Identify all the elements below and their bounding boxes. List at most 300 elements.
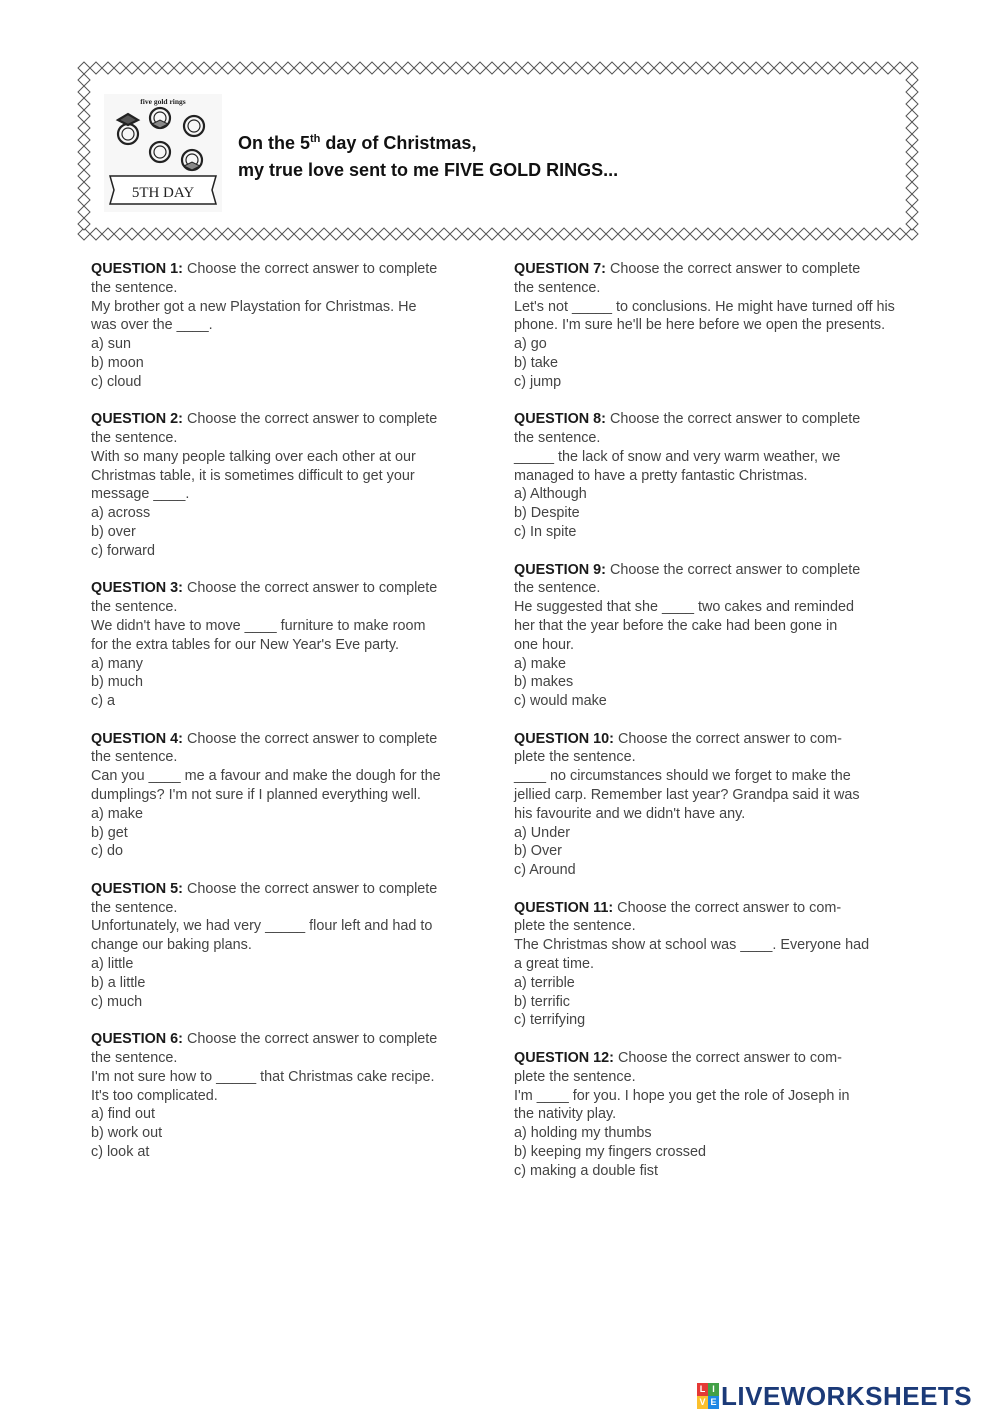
answer-option[interactable]: a) make xyxy=(514,655,566,672)
border-diamond xyxy=(366,228,378,240)
question-block xyxy=(514,899,914,1031)
border-diamond xyxy=(198,62,210,74)
question-text-line: Christmas table, it is sometimes difficult to get your xyxy=(91,467,415,484)
answer-option[interactable]: b) over xyxy=(91,524,136,541)
border-diamond xyxy=(378,228,390,240)
border-diamond xyxy=(222,228,234,240)
border-diamond xyxy=(258,228,270,240)
question-block xyxy=(514,730,914,880)
question-instruction: Choose the correct answer to com- xyxy=(613,1049,842,1066)
border-diamond xyxy=(906,62,918,74)
question-instruction: Choose the correct answer to complete xyxy=(182,580,438,597)
answer-option[interactable]: c) terrifying xyxy=(514,1012,586,1029)
border-diamond xyxy=(390,62,402,74)
question-text-line: plete the sentence. xyxy=(514,918,636,935)
question-text-line: was over the ____. xyxy=(91,317,213,334)
border-diamond xyxy=(774,228,786,240)
border-diamond xyxy=(78,218,90,230)
question-text-line: message ____. xyxy=(91,486,190,503)
border-diamond xyxy=(342,62,354,74)
answer-option[interactable]: b) moon xyxy=(91,354,144,371)
border-diamond xyxy=(294,228,306,240)
border-diamond xyxy=(882,228,894,240)
border-diamond xyxy=(462,228,474,240)
answer-option[interactable]: a) across xyxy=(91,505,151,522)
border-diamond xyxy=(906,122,918,134)
border-diamond xyxy=(78,110,90,122)
answer-option[interactable]: a) Under xyxy=(514,824,570,841)
border-diamond xyxy=(870,62,882,74)
question-text-line: the sentence. xyxy=(91,1049,178,1066)
border-diamond xyxy=(882,62,894,74)
border-diamond xyxy=(126,62,138,74)
border-diamond xyxy=(150,228,162,240)
border-diamond xyxy=(666,228,678,240)
border-diamond xyxy=(102,62,114,74)
illustration-day: 5TH DAY xyxy=(131,185,195,201)
border-diamond xyxy=(78,206,90,218)
question-text-line: My brother got a new Playstation for Christmas. He xyxy=(91,298,417,315)
border-diamond xyxy=(102,228,114,240)
question-text-line: He suggested that she ____ two cakes and reminded xyxy=(514,599,854,616)
border-diamond xyxy=(510,228,522,240)
border-diamond xyxy=(414,228,426,240)
answer-option[interactable]: a) Although xyxy=(514,486,587,503)
border-diamond xyxy=(906,218,918,230)
border-diamond xyxy=(906,182,918,194)
border-diamond xyxy=(522,228,534,240)
border-diamond xyxy=(618,62,630,74)
border-diamond xyxy=(906,98,918,110)
border-diamond xyxy=(834,62,846,74)
title-line-1: On the 5th day of Christmas, xyxy=(238,133,477,153)
border-diamond xyxy=(810,228,822,240)
border-diamond xyxy=(738,62,750,74)
question-label: QUESTION 3: xyxy=(91,580,183,597)
border-diamond xyxy=(450,62,462,74)
border-diamond xyxy=(210,228,222,240)
question-text-line: the sentence. xyxy=(91,749,178,766)
answer-option[interactable]: b) take xyxy=(514,354,558,371)
answer-option[interactable]: a) make xyxy=(91,805,143,822)
border-diamond xyxy=(438,228,450,240)
answer-option[interactable]: b) much xyxy=(91,674,143,691)
answer-option[interactable]: b) get xyxy=(91,824,128,841)
border-diamond xyxy=(78,122,90,134)
question-heading xyxy=(91,1030,491,1049)
border-diamond xyxy=(714,228,726,240)
question-block xyxy=(91,579,491,711)
answer-option[interactable]: c) jump xyxy=(514,373,562,390)
question-block xyxy=(91,880,491,1012)
question-heading xyxy=(91,880,491,899)
border-diamond xyxy=(90,228,102,240)
border-diamond xyxy=(186,62,198,74)
border-diamond xyxy=(726,228,738,240)
question-block xyxy=(91,260,491,392)
border-diamond xyxy=(798,228,810,240)
border-diamond xyxy=(474,228,486,240)
border-diamond xyxy=(630,228,642,240)
border-diamond xyxy=(630,62,642,74)
border-diamond xyxy=(846,62,858,74)
border-diamond xyxy=(702,62,714,74)
question-label: QUESTION 11: xyxy=(514,899,614,916)
border-diamond xyxy=(762,228,774,240)
border-diamond xyxy=(654,228,666,240)
answer-option[interactable]: c) look at xyxy=(91,1143,150,1160)
question-heading xyxy=(91,730,491,749)
border-diamond xyxy=(594,228,606,240)
answer-option[interactable]: a) little xyxy=(91,956,134,973)
border-diamond xyxy=(78,98,90,110)
border-diamond xyxy=(174,62,186,74)
border-diamond xyxy=(738,228,750,240)
border-diamond xyxy=(618,228,630,240)
question-heading xyxy=(91,410,491,429)
question-text-line: a great time. xyxy=(514,956,594,973)
question-text-line: ____ no circumstances should we forget to make the xyxy=(514,768,851,785)
border-diamond xyxy=(594,62,606,74)
question-text-line: plete the sentence. xyxy=(514,749,636,766)
border-diamond xyxy=(570,228,582,240)
border-diamond xyxy=(78,182,90,194)
border-diamond xyxy=(366,62,378,74)
answer-option[interactable]: c) much xyxy=(91,993,143,1010)
border-diamond xyxy=(78,146,90,158)
border-diamond xyxy=(114,62,126,74)
question-heading xyxy=(91,579,491,598)
question-text-line: the sentence. xyxy=(91,279,178,296)
border-diamond xyxy=(198,228,210,240)
border-diamond xyxy=(906,194,918,206)
question-text-line: change our baking plans. xyxy=(91,937,252,954)
border-diamond xyxy=(534,228,546,240)
border-diamond xyxy=(906,170,918,182)
border-diamond xyxy=(558,228,570,240)
question-text-line: jellied carp. Remember last year? Grandpa said it was xyxy=(514,786,860,803)
border-diamond xyxy=(810,62,822,74)
logo-mark-tile: I xyxy=(708,1383,719,1396)
border-diamond xyxy=(234,62,246,74)
question-heading xyxy=(514,899,914,918)
answer-option[interactable]: b) work out xyxy=(91,1125,163,1142)
border-diamond xyxy=(78,170,90,182)
border-diamond xyxy=(414,62,426,74)
border-diamond xyxy=(822,62,834,74)
answer-option[interactable]: a) sun xyxy=(91,336,131,353)
border-diamond xyxy=(390,228,402,240)
border-diamond xyxy=(546,62,558,74)
border-diamond xyxy=(702,228,714,240)
border-diamond xyxy=(210,62,222,74)
border-diamond xyxy=(378,62,390,74)
answer-option[interactable]: b) makes xyxy=(514,674,574,691)
question-text-line: dumplings? I'm not sure if I planned everything well. xyxy=(91,786,421,803)
border-diamond xyxy=(330,228,342,240)
question-block xyxy=(514,1049,914,1181)
border-diamond xyxy=(690,62,702,74)
border-diamond xyxy=(498,62,510,74)
page-title xyxy=(238,130,618,184)
border-diamond xyxy=(486,62,498,74)
five-gold-rings-illustration xyxy=(104,94,222,212)
border-diamond xyxy=(78,134,90,146)
logo-text: LIVEWORKSHEETS xyxy=(721,1380,973,1411)
border-diamond xyxy=(906,134,918,146)
answer-option[interactable]: a) holding my thumbs xyxy=(514,1125,652,1142)
answer-option[interactable]: b) Over xyxy=(514,843,562,860)
question-label: QUESTION 4: xyxy=(91,730,183,747)
border-diamond xyxy=(270,228,282,240)
answer-option[interactable]: c) Around xyxy=(514,862,576,879)
question-text-line: Can you ____ me a favour and make the dough for the xyxy=(91,768,441,785)
logo-mark-tile: V xyxy=(697,1396,708,1409)
answer-option[interactable]: a) find out xyxy=(91,1106,155,1123)
border-diamond xyxy=(162,228,174,240)
border-diamond xyxy=(822,228,834,240)
answer-option[interactable]: b) Despite xyxy=(514,505,580,522)
border-diamond xyxy=(726,62,738,74)
question-text-line: one hour. xyxy=(514,636,575,653)
border-diamond xyxy=(654,62,666,74)
border-diamond xyxy=(246,62,258,74)
border-diamond xyxy=(606,62,618,74)
question-heading xyxy=(91,260,491,279)
border-diamond xyxy=(582,228,594,240)
border-diamond xyxy=(906,110,918,122)
question-instruction: Choose the correct answer to complete xyxy=(182,1031,438,1048)
border-diamond xyxy=(282,228,294,240)
border-diamond xyxy=(750,228,762,240)
border-diamond xyxy=(90,62,102,74)
answer-option[interactable]: c) cloud xyxy=(91,373,142,390)
border-diamond xyxy=(402,62,414,74)
border-diamond xyxy=(462,62,474,74)
question-text-line: the sentence. xyxy=(514,279,601,296)
question-label: QUESTION 2: xyxy=(91,411,183,428)
border-diamond xyxy=(450,228,462,240)
border-diamond xyxy=(258,62,270,74)
border-diamond xyxy=(798,62,810,74)
border-diamond xyxy=(78,62,90,74)
answer-option[interactable]: c) In spite xyxy=(514,524,577,541)
border-diamond xyxy=(714,62,726,74)
question-label: QUESTION 1: xyxy=(91,261,183,277)
border-diamond xyxy=(678,228,690,240)
border-diamond xyxy=(162,62,174,74)
border-diamond xyxy=(318,62,330,74)
question-label: QUESTION 10: xyxy=(514,730,614,747)
border-diamond xyxy=(318,228,330,240)
border-diamond xyxy=(78,194,90,206)
border-diamond xyxy=(342,228,354,240)
border-diamond xyxy=(750,62,762,74)
question-text-line: plete the sentence. xyxy=(514,1068,636,1085)
border-diamond xyxy=(126,228,138,240)
border-diamond xyxy=(558,62,570,74)
border-diamond xyxy=(474,62,486,74)
border-diamond xyxy=(870,228,882,240)
answer-option[interactable]: b) a little xyxy=(91,974,146,991)
border-diamond xyxy=(690,228,702,240)
border-diamond xyxy=(78,158,90,170)
border-diamond xyxy=(786,62,798,74)
border-diamond xyxy=(582,62,594,74)
answer-option[interactable]: c) forward xyxy=(91,542,155,559)
question-text-line: the sentence. xyxy=(514,580,601,597)
border-diamond xyxy=(534,62,546,74)
border-diamond xyxy=(642,62,654,74)
border-diamond xyxy=(570,62,582,74)
question-text-line: I'm not sure how to _____ that Christmas cake recipe. xyxy=(91,1068,435,1085)
border-diamond xyxy=(282,62,294,74)
border-diamond xyxy=(246,228,258,240)
question-block xyxy=(91,1030,491,1162)
question-heading xyxy=(514,1049,914,1068)
question-instruction: Choose the correct answer to complete xyxy=(182,261,438,277)
logo-mark-tile: L xyxy=(697,1383,708,1396)
question-label: QUESTION 12: xyxy=(514,1049,614,1066)
answer-option[interactable]: b) terrific xyxy=(514,993,570,1010)
question-instruction: Choose the correct answer to complete xyxy=(605,561,861,578)
question-block xyxy=(514,561,914,711)
question-block xyxy=(91,730,491,862)
questions-left-column xyxy=(91,260,491,1180)
question-text-line: Let's not _____ to conclusions. He might have turned off his xyxy=(514,298,895,315)
question-text-line: his favourite and we didn't have any. xyxy=(514,805,746,822)
question-instruction: Choose the correct answer to complete xyxy=(182,880,438,897)
border-diamond xyxy=(606,228,618,240)
border-diamond xyxy=(174,228,186,240)
question-heading xyxy=(514,410,914,429)
border-diamond xyxy=(78,86,90,98)
answer-option[interactable]: c) making a double fist xyxy=(514,1162,658,1179)
question-label: QUESTION 5: xyxy=(91,880,183,897)
title-line-2: my true love sent to me FIVE GOLD RINGS... xyxy=(238,160,619,180)
border-diamond xyxy=(186,228,198,240)
answer-option[interactable]: c) would make xyxy=(514,693,607,710)
liveworksheets-logo xyxy=(697,1382,972,1410)
questions-right-column xyxy=(514,260,914,1199)
question-text-line: Unfortunately, we had very _____ flour left and had to xyxy=(91,918,433,935)
border-diamond xyxy=(306,228,318,240)
border-diamond xyxy=(78,74,90,86)
question-text-line: It's too complicated. xyxy=(91,1087,218,1104)
question-text-line: her that the year before the cake had been gone in xyxy=(514,617,838,634)
logo-mark-icon xyxy=(697,1383,719,1409)
border-diamond xyxy=(330,62,342,74)
question-instruction: Choose the correct answer to complete xyxy=(182,411,438,428)
question-instruction: Choose the correct answer to complete xyxy=(605,411,861,428)
question-text-line: I'm ____ for you. I hope you get the role of Joseph in xyxy=(514,1087,850,1104)
question-text-line: the sentence. xyxy=(91,899,178,916)
border-diamond xyxy=(834,228,846,240)
border-diamond xyxy=(270,62,282,74)
border-diamond xyxy=(666,62,678,74)
border-diamond xyxy=(858,228,870,240)
border-diamond xyxy=(306,62,318,74)
question-label: QUESTION 9: xyxy=(514,561,606,578)
border-diamond xyxy=(222,62,234,74)
border-diamond xyxy=(402,228,414,240)
question-block xyxy=(91,410,491,560)
answer-option[interactable]: a) many xyxy=(91,655,143,672)
border-diamond xyxy=(846,228,858,240)
border-diamond xyxy=(498,228,510,240)
border-diamond xyxy=(354,62,366,74)
question-text-line: The Christmas show at school was ____. Everyone had xyxy=(514,937,870,954)
illustration-caption: five gold rings xyxy=(140,97,186,106)
border-diamond xyxy=(906,206,918,218)
border-diamond xyxy=(438,62,450,74)
border-diamond xyxy=(114,228,126,240)
question-text-line: We didn't have to move ____ furniture to make room xyxy=(91,617,426,634)
border-diamond xyxy=(906,74,918,86)
question-label: QUESTION 7: xyxy=(514,261,606,277)
question-block xyxy=(514,260,914,392)
question-text-line: phone. I'm sure he'll be here before we open the presents. xyxy=(514,317,886,334)
border-diamond xyxy=(138,228,150,240)
border-diamond xyxy=(138,62,150,74)
question-text-line: for the extra tables for our New Year's Eve party. xyxy=(91,636,400,653)
border-diamond xyxy=(354,228,366,240)
answer-option[interactable]: c) a xyxy=(91,693,115,710)
question-text-line: _____ the lack of snow and very warm weather, we xyxy=(514,448,841,465)
question-text-line: the sentence. xyxy=(91,599,178,616)
answer-option[interactable]: b) keeping my fingers crossed xyxy=(514,1143,706,1160)
border-diamond xyxy=(762,62,774,74)
border-diamond xyxy=(858,62,870,74)
border-diamond xyxy=(906,146,918,158)
border-diamond xyxy=(426,62,438,74)
border-diamond xyxy=(426,228,438,240)
border-diamond xyxy=(786,228,798,240)
question-instruction: Choose the correct answer to com- xyxy=(613,730,842,747)
answer-option[interactable]: c) do xyxy=(91,843,123,860)
border-diamond xyxy=(894,62,906,74)
answer-option[interactable]: a) go xyxy=(514,336,547,353)
question-text-line: the nativity play. xyxy=(514,1106,617,1123)
question-text-line: managed to have a pretty fantastic Christmas. xyxy=(514,467,808,484)
border-diamond xyxy=(150,62,162,74)
border-diamond xyxy=(234,228,246,240)
border-diamond xyxy=(906,158,918,170)
logo-mark-tile: E xyxy=(708,1396,719,1409)
question-instruction: Choose the correct answer to complete xyxy=(605,261,861,277)
question-text-line: the sentence. xyxy=(514,430,601,447)
question-instruction: Choose the correct answer to com- xyxy=(613,899,842,916)
question-label: QUESTION 6: xyxy=(91,1031,183,1048)
border-diamond xyxy=(774,62,786,74)
question-text-line: With so many people talking over each other at our xyxy=(91,448,416,465)
border-diamond xyxy=(522,62,534,74)
question-instruction: Choose the correct answer to complete xyxy=(182,730,438,747)
question-heading xyxy=(514,730,914,749)
question-label: QUESTION 8: xyxy=(514,411,606,428)
question-heading xyxy=(514,561,914,580)
border-diamond xyxy=(642,228,654,240)
answer-option[interactable]: a) terrible xyxy=(514,974,575,991)
border-diamond xyxy=(546,228,558,240)
border-diamond xyxy=(678,62,690,74)
border-diamond xyxy=(486,228,498,240)
border-diamond xyxy=(894,228,906,240)
question-block xyxy=(514,410,914,542)
border-diamond xyxy=(294,62,306,74)
border-diamond xyxy=(510,62,522,74)
question-heading xyxy=(514,260,914,279)
